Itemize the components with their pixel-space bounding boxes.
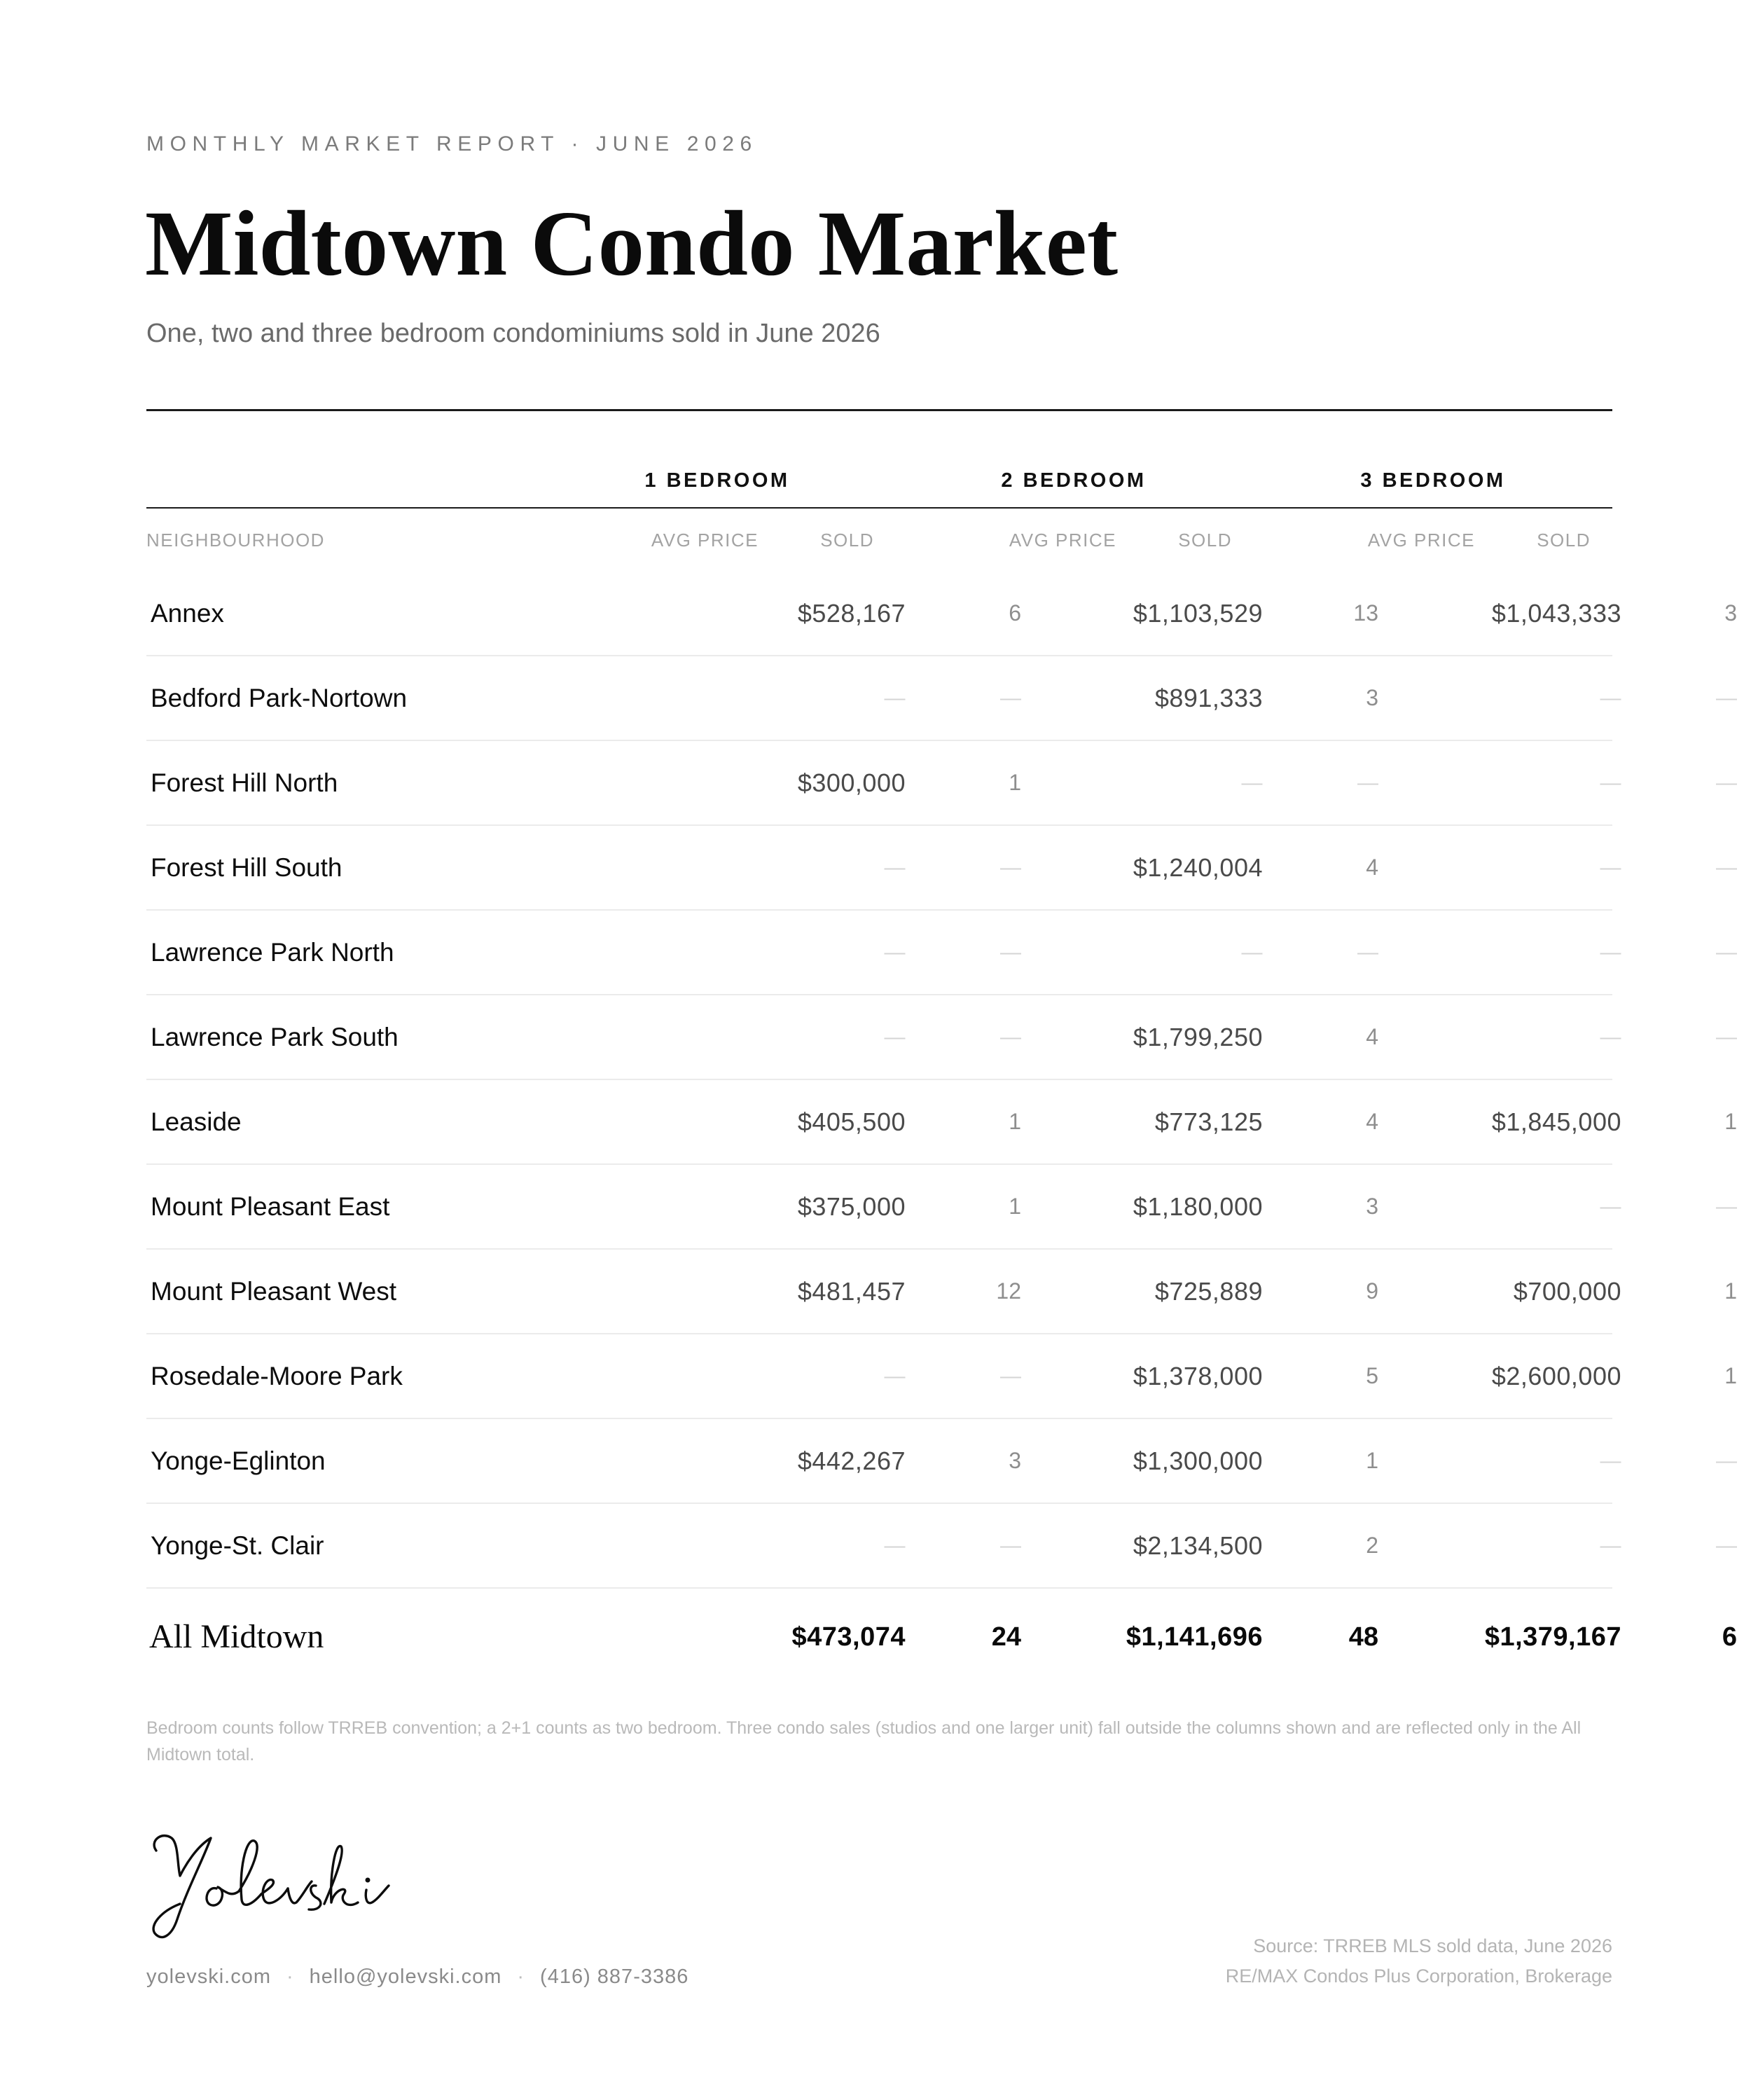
empty-value-dash: — (1000, 1534, 1021, 1557)
1-bedroom-avg-price: $375,000 (797, 1192, 906, 1221)
2-bedroom-avg-price: $1,240,004 (1133, 853, 1263, 882)
empty-value-dash: — (1716, 1534, 1737, 1557)
2-bedroom-avg-price: $2,134,500 (1133, 1531, 1263, 1560)
1-bedroom-sold: 1 (1009, 770, 1021, 795)
table-row (146, 1080, 1737, 1165)
2-bedroom-avg-price: $1,180,000 (1133, 1192, 1263, 1221)
neighbourhood-name: Rosedale-Moore Park (151, 1362, 403, 1390)
1-bedroom-sold: 1 (1009, 1194, 1021, 1219)
empty-value-dash: — (1716, 941, 1737, 964)
empty-value-dash: — (1600, 686, 1621, 710)
1-bedroom-sold: 1 (1009, 1109, 1021, 1134)
2-bedroom-sold: 9 (1366, 1278, 1378, 1304)
neighbourhood-name: Leaside (151, 1107, 242, 1136)
table-row (146, 1165, 1737, 1250)
1-bedroom-sold: 12 (996, 1278, 1021, 1304)
report-eyebrow: MONTHLY MARKET REPORT · JUNE 2026 (146, 132, 758, 156)
total-label: All Midtown (149, 1618, 324, 1655)
title-divider (146, 409, 1612, 411)
1-bedroom-avg-price: $405,500 (797, 1107, 906, 1136)
table-row (146, 1250, 1737, 1334)
table-row (146, 656, 1737, 741)
2-bedroom-avg-price: $1,799,250 (1133, 1023, 1263, 1051)
neighbourhood-name: Mount Pleasant East (151, 1192, 390, 1221)
table-row (146, 995, 1737, 1080)
page-subtitle: One, two and three bedroom condominiums sold in June 2026 (146, 319, 880, 348)
neighbourhood-name: Forest Hill North (151, 768, 338, 797)
2-bedroom-sold: 5 (1366, 1363, 1378, 1388)
table-row (146, 1419, 1737, 1504)
table-row (146, 911, 1737, 995)
empty-value-dash: — (1716, 1025, 1737, 1049)
empty-value-dash: — (884, 941, 906, 964)
group-header-1-bedroom: 1 BEDROOM (644, 469, 790, 492)
empty-value-dash: — (1000, 1025, 1021, 1049)
website-link[interactable]: yolevski.com (146, 1966, 271, 1988)
3-bedroom-sold: 1 (1724, 1109, 1737, 1134)
empty-value-dash: — (1357, 771, 1378, 794)
3-bedroom-avg-price: $700,000 (1513, 1277, 1621, 1306)
empty-value-dash: — (1716, 771, 1737, 794)
total-3-bedroom-avg-price: $1,379,167 (1484, 1622, 1621, 1652)
empty-value-dash: — (884, 1365, 906, 1388)
2-bedroom-sold: 13 (1353, 600, 1378, 626)
2-bedroom-sold: 3 (1366, 1194, 1378, 1219)
empty-value-dash: — (1716, 1449, 1737, 1472)
contact-line (146, 1966, 688, 1989)
separator: · (286, 1966, 294, 1988)
footnote: Bedroom counts follow TRREB convention; a 2+1 counts as two bedroom. Three condo sales (studios and one larger unit) fall outside the columns shown and are reflected only in the All Midtown total. (146, 1718, 1582, 1764)
2-bedroom-sold: 4 (1366, 1109, 1378, 1134)
empty-value-dash: — (1716, 1195, 1737, 1218)
3-bedroom-sold: 1 (1724, 1363, 1737, 1388)
column-label-avg-price: AVG PRICE (1009, 530, 1116, 551)
empty-value-dash: — (1600, 771, 1621, 794)
empty-value-dash: — (1241, 941, 1263, 964)
total-1-bedroom-sold: 24 (991, 1622, 1021, 1652)
2-bedroom-sold: 3 (1366, 685, 1378, 710)
3-bedroom-sold: 1 (1724, 1278, 1737, 1304)
empty-value-dash: — (1716, 856, 1737, 879)
table-row (146, 1504, 1737, 1589)
2-bedroom-avg-price: $773,125 (1154, 1107, 1263, 1136)
3-bedroom-avg-price: $1,043,333 (1491, 599, 1621, 628)
total-3-bedroom-sold: 6 (1722, 1622, 1737, 1652)
empty-value-dash: — (1600, 941, 1621, 964)
empty-value-dash: — (884, 686, 906, 710)
table-row (146, 826, 1737, 911)
3-bedroom-avg-price: $2,600,000 (1491, 1362, 1621, 1390)
neighbourhood-name: Mount Pleasant West (151, 1277, 396, 1306)
2-bedroom-avg-price: $891,333 (1154, 684, 1263, 712)
empty-value-dash: — (1600, 1195, 1621, 1218)
1-bedroom-avg-price: $300,000 (797, 768, 906, 797)
2-bedroom-sold: 2 (1366, 1533, 1378, 1558)
table-row (146, 741, 1737, 826)
source-note: Source: TRREB MLS sold data, June 2026 (1253, 1935, 1612, 1956)
empty-value-dash: — (1000, 1365, 1021, 1388)
2-bedroom-avg-price: $1,300,000 (1133, 1446, 1263, 1475)
total-row (146, 1595, 1737, 1679)
email-link[interactable]: hello@yolevski.com (309, 1966, 502, 1988)
header-divider (146, 507, 1612, 509)
1-bedroom-avg-price: $481,457 (797, 1277, 906, 1306)
column-label-avg-price: AVG PRICE (1367, 530, 1475, 551)
group-header-3-bedroom: 3 BEDROOM (1360, 469, 1506, 492)
empty-value-dash: — (884, 856, 906, 879)
table-row (146, 1334, 1737, 1419)
total-1-bedroom-avg-price: $473,074 (791, 1622, 906, 1652)
total-2-bedroom-sold: 48 (1348, 1622, 1378, 1652)
empty-value-dash: — (1000, 941, 1021, 964)
empty-value-dash: — (1600, 1025, 1621, 1049)
empty-value-dash: — (1000, 686, 1021, 710)
empty-value-dash: — (884, 1025, 906, 1049)
column-label-sold: SOLD (1537, 530, 1591, 551)
signature-icon (144, 1821, 396, 1947)
1-bedroom-sold: 6 (1009, 600, 1021, 626)
neighbourhood-name: Yonge-St. Clair (151, 1531, 324, 1560)
neighbourhood-name: Bedford Park-Nortown (151, 684, 408, 712)
page-title: Midtown Condo Market (145, 191, 1119, 295)
empty-value-dash: — (1600, 856, 1621, 879)
total-2-bedroom-avg-price: $1,141,696 (1126, 1622, 1263, 1652)
brokerage-name: RE/MAX Condos Plus Corporation, Brokerage (1225, 1966, 1612, 1987)
1-bedroom-sold: 3 (1009, 1448, 1021, 1473)
phone-number: (416) 887-3386 (540, 1966, 689, 1988)
1-bedroom-avg-price: $442,267 (797, 1446, 906, 1475)
empty-value-dash: — (1716, 686, 1737, 710)
1-bedroom-avg-price: $528,167 (797, 599, 906, 628)
neighbourhood-name: Annex (151, 599, 224, 628)
empty-value-dash: — (1000, 856, 1021, 879)
column-label-sold: SOLD (820, 530, 874, 551)
2-bedroom-avg-price: $1,103,529 (1133, 599, 1263, 628)
neighbourhood-name: Lawrence Park South (151, 1023, 399, 1051)
2-bedroom-avg-price: $725,889 (1154, 1277, 1263, 1306)
separator: · (517, 1966, 525, 1988)
3-bedroom-sold: 3 (1724, 600, 1737, 626)
2-bedroom-sold: 1 (1366, 1448, 1378, 1473)
empty-value-dash: — (1600, 1449, 1621, 1472)
neighbourhood-name: Yonge-Eglinton (151, 1446, 326, 1475)
column-label-neighbourhood: NEIGHBOURHOOD (146, 530, 325, 551)
empty-value-dash: — (1357, 941, 1378, 964)
group-header-2-bedroom: 2 BEDROOM (1001, 469, 1147, 492)
neighbourhood-name: Lawrence Park North (151, 938, 394, 967)
2-bedroom-avg-price: $1,378,000 (1133, 1362, 1263, 1390)
neighbourhood-name: Forest Hill South (151, 853, 342, 882)
empty-value-dash: — (1241, 771, 1263, 794)
table-row (146, 572, 1737, 656)
3-bedroom-avg-price: $1,845,000 (1491, 1107, 1621, 1136)
empty-value-dash: — (1600, 1534, 1621, 1557)
column-label-avg-price: AVG PRICE (651, 530, 759, 551)
2-bedroom-sold: 4 (1366, 855, 1378, 880)
2-bedroom-sold: 4 (1366, 1024, 1378, 1049)
empty-value-dash: — (884, 1534, 906, 1557)
column-label-sold: SOLD (1178, 530, 1232, 551)
